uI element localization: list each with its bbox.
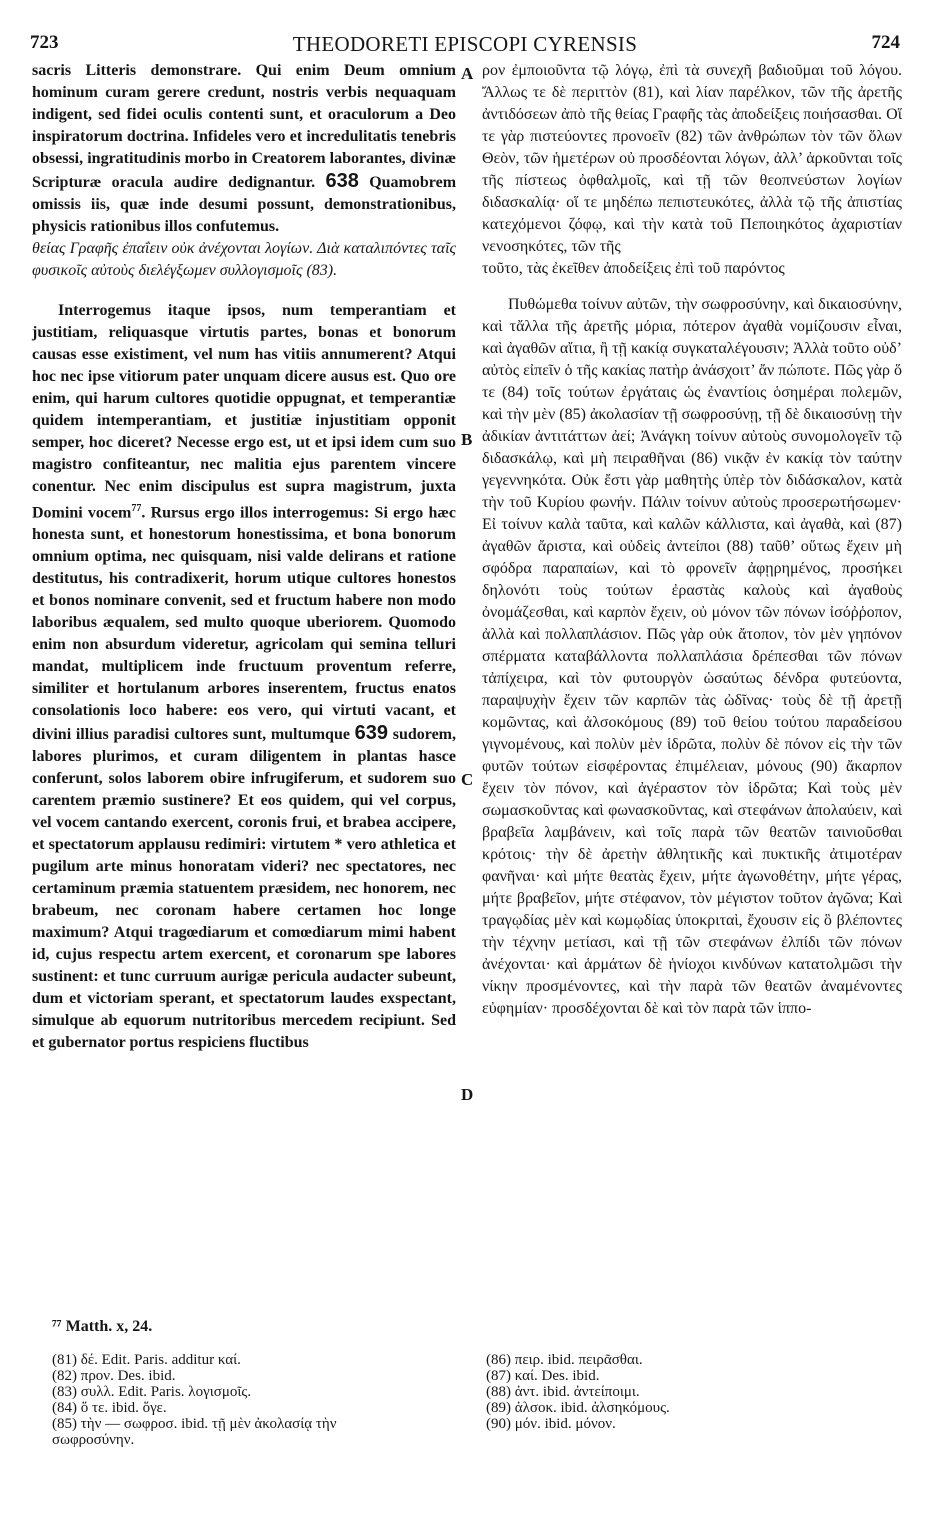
apparatus-note: (86) πειρ. ibid. πειρᾶσθαι. xyxy=(486,1352,643,1368)
apparatus-note: (90) μόν. ibid. μόνον. xyxy=(486,1416,616,1432)
greek-paragraph-2: Πυθώμεθα τοίνυν αὐτῶν, τὴν σωφροσύνην, καὶ δικαιοσύνην, καὶ τἄλλα τῆς ἀρετῆς μόρια, πότερον ἀγαθὰ νομίζουσιν εἶναι, καὶ ἀγαθῶν αἴτια, ἢ τῇ κακίᾳ συγκαταλέγουσιν; Ἀλλὰ τοῦτο οὐδ’ αὐτὸς εἰπεῖν ὁ τῆς κακίας πατὴρ ἀνάσχοιτ’ ἄν πώποτε. Πῶς γὰρ ὅ τε (84) τοῖς τούτων ἐργάταις ὡς ἐναντίοις ὁσημέραι πολεμῶν, καὶ τὴν μὲν (85) ἀκολασίαν τῇ σωφροσύνῃ, τῇ δὲ δικαιοσύνῃ τὴν ἀδικίαν ἀντιτάττων ἀεί; Ἀνάγκη τοίνυν αὐτοὺς συνομολογεῖν τῷ διδασκάλῳ, καὶ μὴ πειραθῆναι (86) νικᾷν ἐν κακίᾳ τὸν ταύτην γεγεννηκότα. Οὐκ ἔστι γὰρ μαθητὴς ὑπὲρ τὸν διδάσκαλον, κατὰ τὴν τοῦ Κυρίου φωνήν. Πάλιν τοίνυν αὐτοὺς προσερωτήσωμεν· Εἰ τοίνυν καλὰ ταῦτα, καὶ καλῶν κάλλιστα, καὶ ἀγαθὰ, καὶ (87) ἀγαθῶν ἄριστα, καὶ οὐδεὶς ἀντείποι (88) ταῦθ’ οὕτως ἔχειν μὴ σφόδρα παραπαίων, καὶ τὸ φρονεῖν ἀφῃρημένος, προσήκει δηλονότι τοὺς τούτων ἐραστὰς καλοὺς καὶ ἀγαθοὺς ὀνομάζεσθαι, καὶ καρπὸν ἔχειν, οὐ μόνον τῶν πόνων ἰσόῤῥοπον, ἀλλὰ καὶ πολλαπλάσιον. Πῶς γὰρ οὐκ ἄτοπον, τὸν μὲν γηπόνον σπέρματα καταβάλλοντα πολλαπλάσια δρέπεσθαι τῶν πόνων τἀπίχειρα, καὶ τὸν φυτουργὸν ὡσαύτως δένδρα φυτεύοντα, παραψυχὴν ἔχειν τῶν καρπῶν τὰς ὠδῖνας· τοὺς δὲ τῇ ἀρετῇ κομῶντας, καὶ ἀλσοκόμους (89) τοῦ θείου τούτου παραδείσου γιγνομένους, καὶ πολὺν μὲν ἱδρῶτα, πολὺν δὲ πόνον εἰς τὴν τῶν φυτῶν τούτων εἰσφέροντας ἐπιμέλειαν, μόνους (90) ἄκαρπον ἔχειν τὸν πόνον, καὶ ἀγέραστον τὸν ἱδρῶτα; Καὶ τοὺς μὲν σωμασκοῦντας καὶ φωνασκοῦντας, καὶ στεφάνων ἀπολαύειν, καὶ βραβεῖα λαμβάνειν, καὶ τοῖς παρὰ τῶν θεατῶν ταινιοῦσθαι κρότοις· τὴν δὲ ἀρετὴν ἀθλητικῆς καὶ πυκτικῆς ἀτιμοτέραν φανῆναι· καὶ μήτε θεατὰς ἔχειν, μήτε ἀγωνοθέτην, μήτε γέρας, μήτε βραβεῖον, μήτε στέφανον, τὸν μέγιστον τοῦτον ἀγῶνα; Καὶ τραγῳδίας μὲν καὶ κωμῳδίας ὑποκριταὶ, ἔχουσιν εἰς ὃ βλέποντες τὴν τέχνην μετίασι, καὶ τῇ τῶν στεφάνων ἐλπίδι τῶν πόνων ἀνέχονται· καὶ ἁρμάτων δὲ ἡνίοχοι κινδύνων κατατολμῶσι τὴν νίκην προσμένοντες, καὶ τὴν παρὰ τῶν θεατῶν ἀναμένοντες εὐφημίαν· προσδέχονται δὲ καὶ τὸν παρὰ τῶν ἱππο- xyxy=(482,296,902,1017)
apparatus-note: (89) ἀλσοκ. ibid. ἀλσηκόμους. xyxy=(486,1400,670,1416)
greek-continuation: θείας Γραφῆς ἐπαΐειν οὐκ ἀνέχονται λογίων. Διὰ καταλιπόντες ταῖς φυσικοῖς αὐτοὺς διελέγξωμεν συλλογισμοῖς (83). xyxy=(32,240,456,279)
latin-text-1a: sacris Litteris demonstrare. Qui enim Deum omnium hominum curam gerere credunt, nostris verbis nequaquam indigent, sed fidei oculis contenti sunt, et oraculorum a Deo inspiratorum doctrina. Infideles vero et incredulitatis tenebris obsessi, ingratitudinis morbo in Creatorem laborantes, divinæ Scripturæ oracula audire dedignantur. xyxy=(32,62,456,191)
apparatus-note: (87) καί. Des. ibid. xyxy=(486,1368,600,1384)
margin-marker-d: D xyxy=(461,1085,474,1104)
latin-paragraph-2 xyxy=(32,300,456,1054)
apparatus-note: (82) προν. Des. ibid. xyxy=(52,1368,176,1384)
running-title: THEODORETI EPISCOPI CYRENSIS xyxy=(292,32,638,56)
page-number-left: 723 xyxy=(30,32,59,53)
apparatus-note: (88) ἀντ. ibid. ἀντείποιμι. xyxy=(486,1384,640,1400)
column-number-638: 638 xyxy=(325,170,359,192)
footnote-ref-77: 77 xyxy=(131,503,142,514)
footnote-77: ⁷⁷ Matth. x, 24. xyxy=(52,1318,153,1335)
apparatus-note: (81) δέ. Edit. Paris. additur καί. xyxy=(52,1352,241,1368)
margin-marker-b: B xyxy=(461,430,473,449)
apparatus-note: (84) ὅ τε. ibid. ὅγε. xyxy=(52,1400,167,1416)
apparatus-note: (85) τὴν — σωφροσ. ibid. τῇ μὲν ἀκολασίᾳ τὴν xyxy=(52,1416,337,1432)
column-number-639: 639 xyxy=(354,722,389,745)
latin-text-1b: Quamobrem omissis iis, quæ inde desumi possunt, demonstrationibus, physicis rationibus illos confutemus. xyxy=(32,174,457,235)
latin-text-2b: . Rursus ergo illos interrogemus: Si ergo hæc honesta sunt, et honestorum honestissima, et bona bonorum omnium optima, nec quisquam, nisi valde delirans et ratione destitutus, his contradixerit, horum utique cultores honestos et bonos nominare convenit, sed et fructum habere non modo laboribus æqualem, sed multo quoque uberiorem. Quomodo enim non absurdum videretur, agricolam qui semina telluri mandat, multiplicem inde fructuum proventum referre, similiter et hortulanum arbores inserentem, fructus enatos consolationis loco habere: eos vero, qui virtuti vacant, et divini illius paradisi cultores sunt, multumque xyxy=(32,504,457,744)
greek-paragraph-1: ρον ἐμποιοῦντα τῷ λόγῳ, ἐπὶ τὰ συνεχῆ βαδιοῦμαι τοῦ λόγου. Ἄλλως τε δὲ περιττὸν (81), καὶ λίαν παρέλκον, τῶν τῆς ἀρετῆς ἀντιδόσεων ἀπὸ τῆς θείας Γραφῆς τὰς ἀποδείξεις ποιήσασθαι. Οἵ τε γὰρ πιστεύοντες προνοεῖν (82) τῶν ἀνθρώπων τὸν τῶν ὅλων Θεὸν, τῶν ἡμετέρων οὐ προσδέονται λόγων, ἀλλ’ ἀρκοῦνται τοῖς τῆς πίστεως ὀφθαλμοῖς, καὶ τῇ τῶν θεοπνεύστων λογίων διδασκαλίᾳ· οἵ τε μηδέπω πεπιστευκότες, ἀλλὰ τῷ τῆς ἀπιστίας κατεχόμενοι ζόφῳ, καὶ τὴν κατὰ τοῦ Πεποιηκότος ἀχαριστίαν νενοσηκότες, τῶν τῆς xyxy=(482,62,902,255)
latin-text-2a: Interrogemus itaque ipsos, num temperantiam et justitiam, reliquasque virtutis partes, bonas et bonorum causas esse existiment, vel num has vitiis annumerent? Atqui hoc nec ipse vitiorum pater unquam dicere ausus est. Quo ore enim, qui harum cultores quotidie oppugnat, et temperantiæ quidem intemperantiam, et justitiæ injustitiam opponit semper, hoc diceret? Necesse ergo est, ut et ipsi idem cum suo magistro confiteantur, nec malitia ejus parentem vincere conentur. Nec enim discipulus est supra magistrum, juxta Domini vocem xyxy=(32,302,456,522)
greek-column xyxy=(482,60,902,1020)
margin-marker-a: A xyxy=(461,64,474,83)
greek-paragraph-1-tail: τοῦτο, τὰς ἐκεῖθεν ἀποδείξεις ἐπὶ τοῦ παρόντος xyxy=(482,260,785,277)
apparatus-note: σωφροσύνην. xyxy=(52,1432,135,1448)
apparatus-right xyxy=(486,1352,886,1432)
page-number-right: 724 xyxy=(871,32,900,53)
margin-marker-c: C xyxy=(461,770,474,789)
apparatus-note: (83) συλλ. Edit. Paris. λογισμοῖς. xyxy=(52,1384,252,1400)
latin-column xyxy=(32,60,456,1054)
latin-text-2c: sudorem, labores plurimos, et curam diligentem in plantas hasce conferunt, solos laborem obire infrugiferum, et sudorem suo carentem præmio sustinere? Et eos quidem, qui vel corpus, vel vocem cantando exercent, coronis frui, et brabea accipere, et spectatorum applausu redimiri: virtutem * vero athletica et pugilum arte minus honoratam videri? nec spectatores, nec certaminum præmia statuentem præsidem, nec honorem, nec brabeum, nec coronam habere certamen hoc longe maximum? Atqui tragœdiarum et comœdiarum mimi habent id, cujus respectu artem exercent, et coronarum spe labores sustinent: et tunc curruum aurigæ pericula audacter subeunt, dum et victoriam sperant, et spectatorum laudes exspectant, simulque ab equorum nutritoribus mercedem recipiunt. Sed et gubernator portus respiciens fluctibus xyxy=(32,726,456,1052)
running-header xyxy=(30,28,900,60)
latin-paragraph-1 xyxy=(32,60,456,238)
apparatus-left xyxy=(52,1352,472,1448)
